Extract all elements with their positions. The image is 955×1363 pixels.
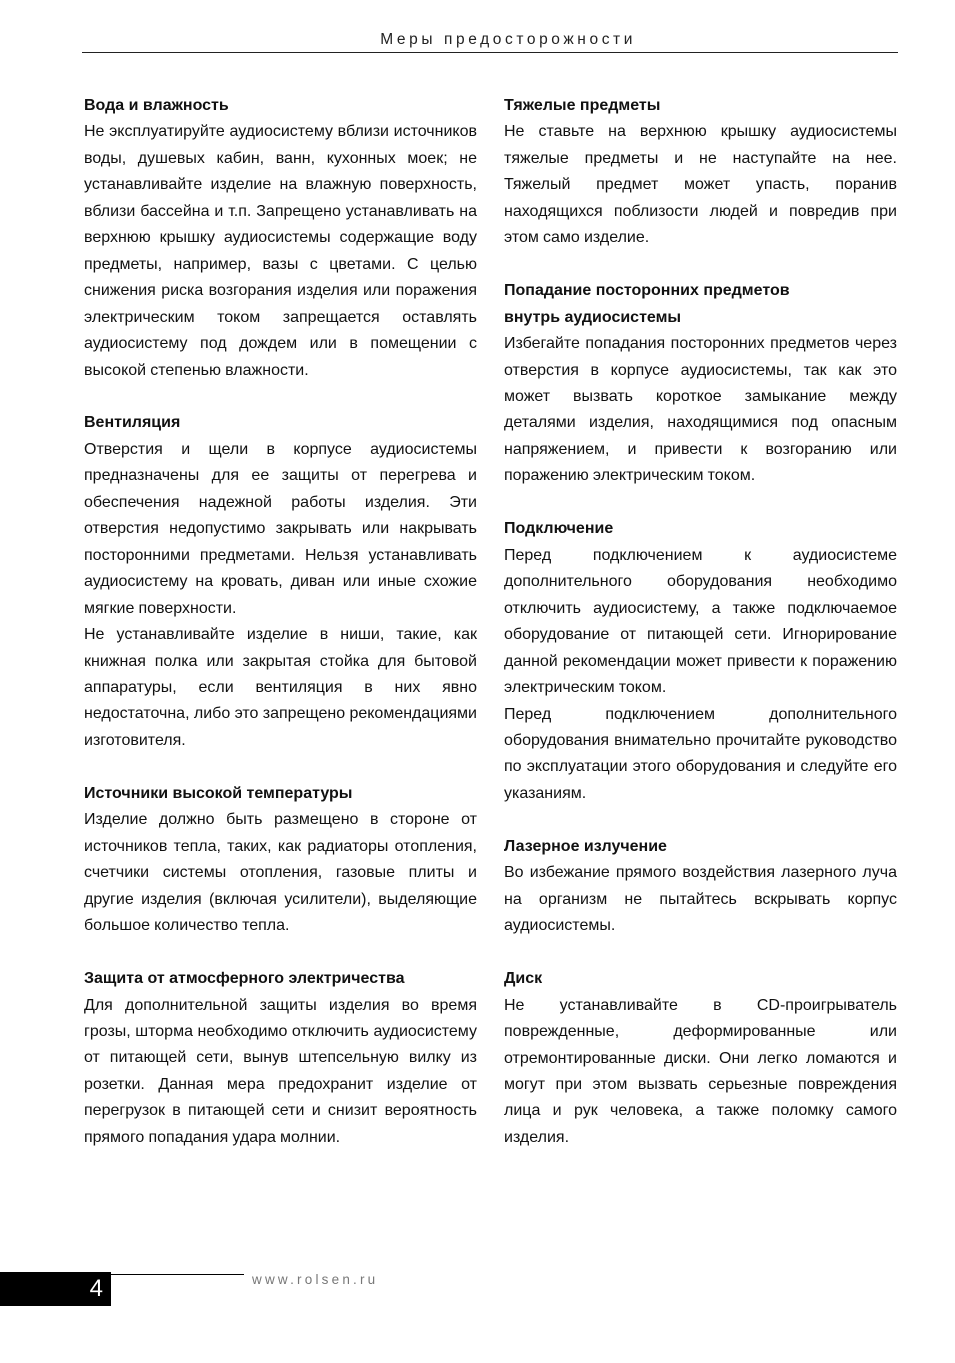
section-title: Лазерное излучение (504, 837, 667, 855)
page-number: 4 (89, 1275, 103, 1302)
section-title: Попадание посторонних предметов внутрь аудиосистемы (504, 282, 790, 326)
section-disc (504, 966, 897, 1151)
section-paragraph: Во избежание прямого воздействия лазерного луча на организм не пытайтесь вскрывать корпус аудиосистемы. (504, 864, 897, 935)
section-lightning-protection (84, 966, 477, 1151)
right-column (504, 93, 897, 1178)
website-url: www.rolsen.ru (252, 1272, 379, 1287)
section-title: Защита от атмосферного электричества (84, 970, 405, 988)
section-connection (504, 516, 897, 807)
section-title: Вентиляция (84, 414, 181, 432)
section-paragraph: Не эксплуатируйте аудиосистему вблизи источников воды, душевых кабин, ванн, кухонных моек; не устанавливайте изделие на влажную поверхность, вблизи бассейна и т.п. Запрещено устанавливать на верхнюю крышку аудиосистемы содержащие воду предметы, например, вазы с цветами. С целью снижения риска возгорания изделия или поражения электрическим током запрещается оставлять аудиосистему под дождем или в помещении с высокой степенью влажности. (84, 123, 477, 379)
left-column (84, 93, 477, 1178)
footer-divider (111, 1274, 244, 1275)
page-number-box (0, 1272, 111, 1306)
section-title: Вода и влажность (84, 97, 229, 114)
section-paragraph: Изделие должно быть размещено в стороне от источников тепла, таких, как радиаторы отопления, счетчики системы отопления, газовые плиты и другие изделия (включая усилители), выделяющие большое количество тепла. (84, 811, 477, 935)
section-paragraph: Отверстия и щели в корпусе аудиосистемы предназначены для ее защиты от перегрева и обеспечения надежной работы изделия. Эти отверстия недопустимо закрывать или накрывать посторонними предметами. Нельзя устанавливать аудиосистему на кровать, диван или иные схожие мягкие поверхности. (84, 440, 477, 617)
running-header (82, 28, 898, 53)
section-title: Источники высокой температуры (84, 784, 353, 802)
section-paragraph: Не устанавливайте изделие в ниши, такие, как книжная полка или закрытая стойка для бытовой аппаратуры, если вентиляция в них явно недостаточна, либо это запрещено рекомендациями изготовителя. (84, 626, 477, 749)
section-title: Подключение (504, 520, 614, 538)
section-title: Диск (504, 970, 543, 988)
section-paragraph: Не устанавливайте в CD-проигрыватель поврежденные, деформированные или отремонтированные диски. Они легко ломаются и могут при этом вызвать серьезные повреждения лица и рук человека, а также поломку самого изделия. (504, 996, 897, 1146)
section-paragraph: Перед подключением к аудиосистеме дополнительного оборудования необходимо отключить аудиосистему, а также подключаемое оборудование от питающей сети. Игнорирование данной рекомендации может привести к поражению электрическим током. (504, 546, 897, 697)
section-paragraph: Перед подключением дополнительного оборудования внимательно прочитайте руководство по эксплуатации этого оборудования и следуйте его указаниям. (504, 705, 897, 802)
page-header-title: Меры предосторожности (380, 31, 636, 48)
section-paragraph: Избегайте попадания посторонних предметов через отверстия в корпусе аудиосистемы, так как это может вызвать короткое замыкание между деталями изделия, находящимися под опасным напряжением, и привести к возгоранию или поражению электрическим током. (504, 335, 897, 485)
section-ventilation (84, 410, 477, 754)
section-heavy-objects (504, 93, 897, 252)
section-paragraph: Для дополнительной защиты изделия во время грозы, шторма необходимо отключить аудиосистему от питающей сети, вынув штепсельную вилку из розетки. Данная мера предохранит изделие от перегрузок в питающей сети и снизит вероятность прямого попадания удара молнии. (84, 996, 477, 1146)
section-laser-radiation (504, 834, 897, 940)
section-heat-sources (84, 781, 477, 940)
section-paragraph: Не ставьте на верхнюю крышку аудиосистемы тяжелые предметы и не наступайте на нее. Тяжелый предмет может упасть, поранив находящихся поблизости людей и повредив при этом само изделие. (504, 123, 897, 247)
section-title: Тяжелые предметы (504, 97, 661, 114)
section-foreign-objects (504, 278, 897, 490)
section-water-humidity (84, 93, 477, 384)
